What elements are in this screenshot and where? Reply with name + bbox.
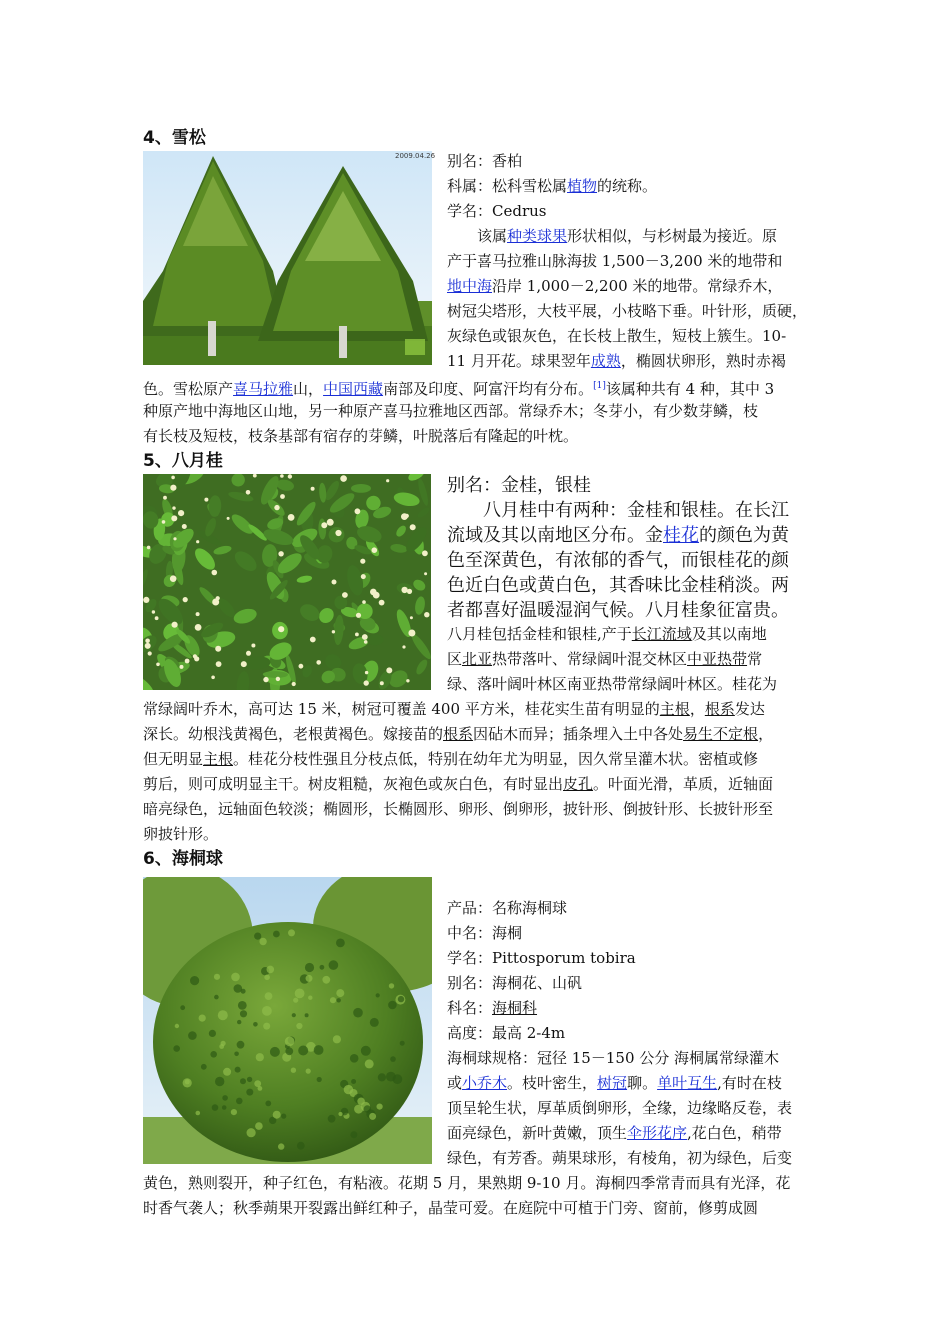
osmanthus-photo bbox=[143, 474, 431, 690]
text-line bbox=[143, 424, 578, 449]
underlined-term: 长江流域 bbox=[631, 625, 692, 643]
text-line bbox=[447, 498, 789, 523]
underlined-term: 北亚 bbox=[462, 650, 493, 668]
text-run: 该属种共有 4 种，其中 3 bbox=[605, 380, 775, 398]
text-run: 顶呈轮生状，厚革质倒卵形，全缘，边缘略反卷，表 bbox=[447, 1099, 793, 1117]
hyperlink[interactable]: 小乔木 bbox=[462, 1074, 508, 1092]
text-run: 11 月开花。球果翌年 bbox=[447, 352, 591, 370]
text-run: 深长。幼根浅黄褐色，老根黄褐色。嫁接苗的 bbox=[143, 725, 444, 743]
text-run: 常绿阔叶乔木，高可达 15 米，树冠可覆盖 400 平方米，桂花实生苗有明显的 bbox=[143, 700, 660, 718]
text-run: ,有时在枝 bbox=[717, 1074, 782, 1092]
text-run: 色至深黄色，有浓郁的香气，而银桂花的颜 bbox=[447, 550, 789, 571]
text-run: 色。雪松原产 bbox=[143, 380, 234, 398]
hyperlink[interactable]: 地中海 bbox=[447, 277, 493, 295]
text-line bbox=[143, 697, 765, 722]
text-run: 科名： bbox=[447, 999, 493, 1017]
text-line bbox=[447, 473, 591, 498]
text-line bbox=[447, 921, 522, 946]
hyperlink[interactable]: 中国西藏 bbox=[323, 380, 384, 398]
text-run: ，椭圆状卵形，熟时赤褐 bbox=[620, 352, 786, 370]
footnote-ref[interactable]: [1] bbox=[593, 381, 606, 391]
hyperlink[interactable]: 球果 bbox=[537, 227, 568, 245]
text-line bbox=[447, 324, 786, 349]
text-run: 热带落叶、常绿阔叶混交林区 bbox=[492, 650, 688, 668]
section-title-cedar: 4、雪松 bbox=[143, 128, 206, 148]
hyperlink[interactable]: 喜马拉雅 bbox=[233, 380, 294, 398]
text-run: 色近白色或黄白色，其香味比金桂稍淡。两 bbox=[447, 575, 789, 596]
hyperlink[interactable]: 桂花 bbox=[663, 525, 699, 546]
text-run: 别名：香柏 bbox=[447, 152, 523, 170]
text-line bbox=[447, 598, 789, 623]
text-line bbox=[447, 274, 782, 299]
text-run: 区 bbox=[447, 650, 463, 668]
text-line bbox=[447, 996, 537, 1021]
text-run: 。叶面光滑，革质，近轴面 bbox=[593, 775, 774, 793]
text-line bbox=[447, 622, 767, 647]
text-run: 黄色，熟则裂开，种子红色，有粘液。花期 5 月，果熟期 9-10 月。海桐四季常青而具有光泽，花 bbox=[143, 1174, 791, 1192]
underlined-term: 主根 bbox=[659, 700, 690, 718]
text-run: 或 bbox=[447, 1074, 463, 1092]
text-run: 科属：松科雪松属 bbox=[447, 177, 568, 195]
text-line bbox=[447, 1146, 792, 1171]
photo-date-stamp: 2009.04.26 bbox=[395, 152, 436, 160]
text-line bbox=[143, 822, 218, 847]
text-line bbox=[447, 896, 567, 921]
text-line bbox=[447, 647, 762, 672]
text-line bbox=[447, 573, 789, 598]
text-run: 别名：海桐花、山矾 bbox=[447, 974, 583, 992]
text-line bbox=[447, 1071, 782, 1096]
section-title-pittosporum: 6、海桐球 bbox=[143, 849, 223, 869]
section-title-osmanthus: 5、八月桂 bbox=[143, 451, 223, 471]
text-run: 因砧木而异；插条埋入土中各处 bbox=[473, 725, 684, 743]
text-run: 者都喜好温暖湿润气候。八月桂象征富贵。 bbox=[447, 600, 789, 621]
text-run: 绿色，有芳香。蒴果球形，有棱角，初为绿色，后变 bbox=[447, 1149, 793, 1167]
text-line bbox=[447, 672, 777, 697]
text-line bbox=[447, 1046, 779, 1071]
text-line bbox=[143, 772, 773, 797]
text-line bbox=[447, 349, 786, 374]
text-run: 形状相似，与杉树最为接近。原 bbox=[567, 227, 778, 245]
hyperlink[interactable]: 植物 bbox=[567, 177, 598, 195]
hyperlink[interactable]: 树冠 bbox=[597, 1074, 628, 1092]
text-line bbox=[143, 797, 773, 822]
text-run: 该属 bbox=[447, 227, 508, 245]
text-run: 产品：名称海桐球 bbox=[447, 899, 568, 917]
text-run: 剪后，则可成明显主干。树皮粗糙，灰袍色或灰白色，有时显出 bbox=[143, 775, 564, 793]
underlined-term: 根系 bbox=[704, 700, 735, 718]
text-run: 有长枝及短枝，枝条基部有宿存的芽鳞，叶脱落后有隆起的叶枕。 bbox=[143, 427, 579, 445]
underlined-term: 海桐科 bbox=[492, 999, 538, 1017]
text-run: 高度：最高 2-4m bbox=[447, 1024, 566, 1042]
hyperlink[interactable]: 伞形花序 bbox=[627, 1124, 688, 1142]
text-run: 聊。 bbox=[627, 1074, 658, 1092]
text-line bbox=[447, 523, 789, 548]
text-run: ， bbox=[758, 725, 774, 743]
text-run: 时香气袭人；秋季蒴果开裂露出鲜红种子，晶莹可爱。在庭院中可植于门旁、窗前，修剪成圆 bbox=[143, 1199, 759, 1217]
text-run: 发达 bbox=[734, 700, 765, 718]
text-line bbox=[447, 174, 657, 199]
cedar-photo bbox=[143, 151, 432, 365]
hyperlink[interactable]: 成熟 bbox=[590, 352, 621, 370]
text-run: 绿、落叶阔叶林区南亚热带常绿阔叶林区。桂花为 bbox=[447, 675, 778, 693]
text-line bbox=[447, 971, 582, 996]
text-run: 学名：Pittosporum tobira bbox=[447, 949, 636, 967]
text-line bbox=[143, 1171, 790, 1196]
underlined-term: 根系 bbox=[443, 725, 474, 743]
text-run: 流域及其以南地区分布。金 bbox=[447, 525, 663, 546]
hyperlink[interactable]: 种类 bbox=[507, 227, 538, 245]
underlined-term: 中亚热带 bbox=[687, 650, 748, 668]
text-run: 暗亮绿色，远轴面色较淡；椭圆形，长椭圆形、卵形、倒卵形，披针形、倒披针形、长披针形至 bbox=[143, 800, 774, 818]
text-line bbox=[447, 199, 547, 224]
text-run: 树冠尖塔形，大枝平展，小枝略下垂。叶针形，质硬， bbox=[447, 302, 808, 320]
text-run: 中名：海桐 bbox=[447, 924, 523, 942]
text-run: 及其以南地 bbox=[691, 625, 767, 643]
hyperlink[interactable]: 单叶互生 bbox=[657, 1074, 718, 1092]
text-run: 的统称。 bbox=[597, 177, 658, 195]
text-line bbox=[447, 946, 636, 971]
text-run: 。桂花分枝性强且分枝点低，特别在幼年尤为明显，因久常呈灌木状。密植或修 bbox=[233, 750, 759, 768]
text-run: 南部及印度、阿富汗均有分布。 bbox=[383, 380, 594, 398]
text-line bbox=[447, 224, 777, 249]
text-run: 灰绿色或银灰色，在长枝上散生，短枝上簇生。10- bbox=[447, 327, 787, 345]
text-run: 学名：Cedrus bbox=[447, 202, 547, 220]
text-line bbox=[447, 1096, 792, 1121]
text-line bbox=[143, 374, 774, 402]
text-line bbox=[143, 1196, 758, 1221]
text-line bbox=[447, 149, 522, 174]
text-run: 常 bbox=[747, 650, 763, 668]
text-line bbox=[447, 1021, 565, 1046]
text-run: 沿岸 1,000－2,200 米的地带。常绿乔木， bbox=[492, 277, 783, 295]
text-run: 山， bbox=[293, 380, 324, 398]
text-line bbox=[143, 747, 758, 772]
underlined-term: 易生不定根 bbox=[683, 725, 759, 743]
underlined-term: 皮孔 bbox=[563, 775, 594, 793]
text-run: 海桐球规格：冠径 15－150 公分 海桐属常绿灌木 bbox=[447, 1049, 780, 1067]
text-run: 八月桂中有两种：金桂和银桂。在长江 bbox=[447, 500, 789, 521]
text-run: 但无明显 bbox=[143, 750, 204, 768]
pittosporum-photo bbox=[143, 877, 432, 1164]
text-run: 的颜色为黄 bbox=[699, 525, 789, 546]
text-line bbox=[143, 722, 773, 747]
text-run: 卵披针形。 bbox=[143, 825, 219, 843]
text-run: ， bbox=[689, 700, 705, 718]
text-line bbox=[447, 299, 807, 324]
text-run: 。枝叶密生， bbox=[507, 1074, 598, 1092]
text-line bbox=[447, 249, 782, 274]
text-run: 别名：金桂，银桂 bbox=[447, 475, 591, 496]
text-run: 八月桂包括金桂和银桂,产于 bbox=[447, 625, 632, 643]
text-run: 产于喜马拉雅山脉海拔 1,500－3,200 米的地带和 bbox=[447, 252, 783, 270]
text-run: 面亮绿色，新叶黄嫩，顶生 bbox=[447, 1124, 628, 1142]
text-line bbox=[447, 548, 789, 573]
text-line bbox=[447, 1121, 782, 1146]
text-run: ,花白色，稍带 bbox=[687, 1124, 782, 1142]
text-run: 种原产地中海地区山地，另一种原产喜马拉雅地区西部。常绿乔木；冬芽小，有少数芽鳞，枝 bbox=[143, 402, 759, 420]
text-line bbox=[143, 399, 758, 424]
underlined-term: 主根 bbox=[203, 750, 234, 768]
